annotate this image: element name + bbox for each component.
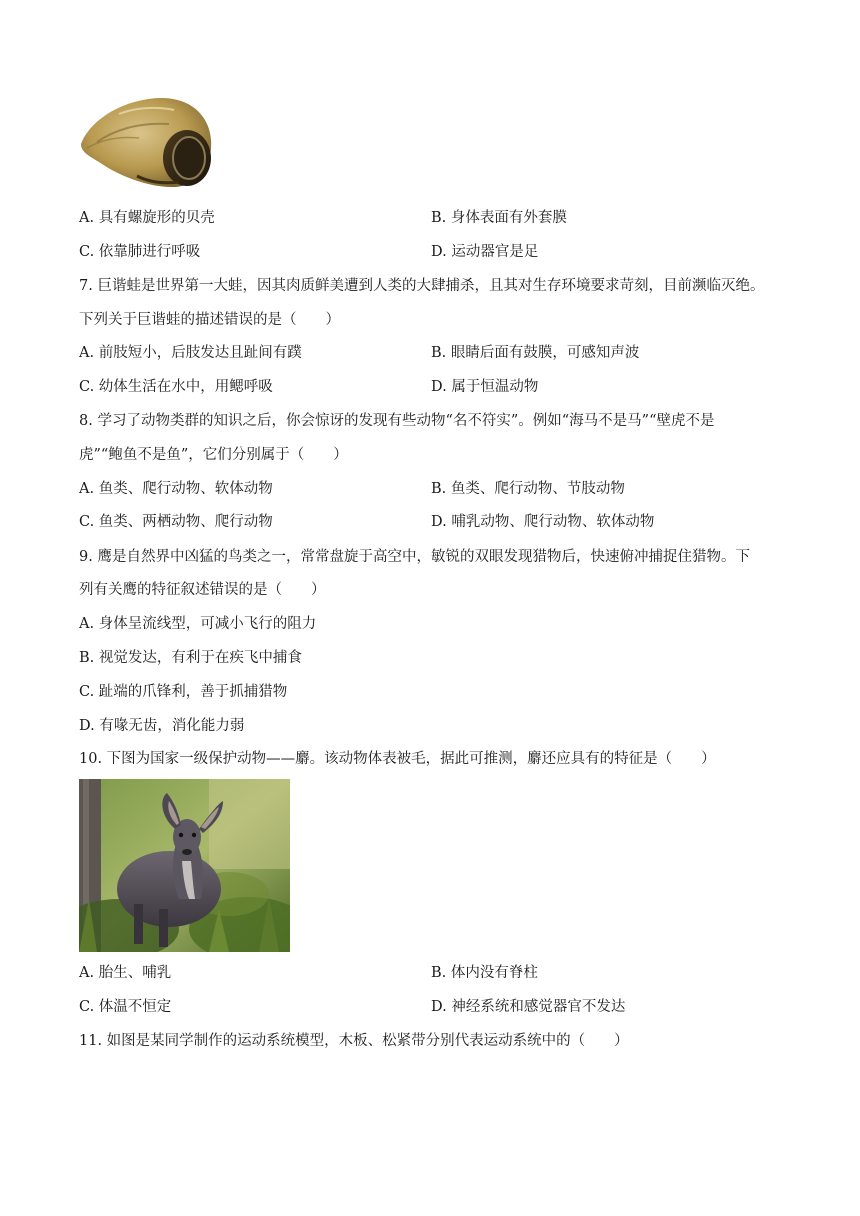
q8-option-d: D. 哺乳动物、爬行动物、软体动物 <box>431 514 655 530</box>
q8-option-a: A. 鱼类、爬行动物、软体动物 <box>79 481 273 497</box>
q10-option-b: B. 体内没有脊柱 <box>431 965 538 981</box>
q6-option-c: C. 依靠肺进行呼吸 <box>79 244 201 260</box>
q8-option-b: B. 鱼类、爬行动物、节肢动物 <box>431 481 625 497</box>
q6-option-b: B. 身体表面有外套膜 <box>431 210 567 226</box>
q8-stem-line2: 虎”“鲍鱼不是鱼”，它们分别属于（ ） <box>79 447 348 463</box>
q10-option-a: A. 胎生、哺乳 <box>79 965 172 981</box>
q6-option-a: A. 具有螺旋形的贝壳 <box>79 210 215 226</box>
q7-stem-line2: 下列关于巨谐蛙的描述错误的是（ ） <box>79 312 340 328</box>
snail-image <box>79 92 215 190</box>
q7-option-d: D. 属于恒温动物 <box>431 379 539 395</box>
q7-option-a: A. 前肢短小，后肢发达且趾间有蹼 <box>79 345 302 361</box>
q6-option-d: D. 运动器官是足 <box>431 244 539 260</box>
q9-stem-line2: 列有关鹰的特征叙述错误的是（ ） <box>79 582 326 598</box>
q11-stem-line1: 11. 如图是某同学制作的运动系统模型，木板、松紧带分别代表运动系统中的（ ） <box>79 1033 629 1049</box>
q7-option-c: C. 幼体生活在水中，用鳃呼吸 <box>79 379 273 395</box>
musk-deer-image <box>79 779 290 952</box>
q9-option-a: A. 身体呈流线型，可减小飞行的阻力 <box>79 616 317 632</box>
q9-option-b: B. 视觉发达，有利于在疾飞中捕食 <box>79 650 302 666</box>
q9-stem-line1: 9. 鹰是自然界中凶猛的鸟类之一，常常盘旋于高空中，敏锐的双眼发现猎物后，快速俯冲捕捉住猎物。下 <box>79 549 750 565</box>
q10-option-d: D. 神经系统和感觉器官不发达 <box>431 999 626 1015</box>
q8-stem-line1: 8. 学习了动物类群的知识之后，你会惊讶的发现有些动物“名不符实”。例如“海马不是马”“壁虎不是 <box>79 413 715 429</box>
q7-stem-line1: 7. 巨谐蛙是世界第一大蛙，因其肉质鲜美遭到人类的大肆捕杀，且其对生存环境要求苛刻，目前濒临灭绝。 <box>79 278 765 294</box>
q10-stem-line1: 10. 下图为国家一级保护动物——麝。该动物体表被毛，据此可推测，麝还应具有的特征是（ ） <box>79 751 716 767</box>
q9-option-d: D. 有喙无齿，消化能力弱 <box>79 718 245 734</box>
q10-option-c: C. 体温不恒定 <box>79 999 172 1015</box>
q7-option-b: B. 眼睛后面有鼓膜，可感知声波 <box>431 345 640 361</box>
q9-option-c: C. 趾端的爪锋利，善于抓捕猎物 <box>79 684 288 700</box>
q8-option-c: C. 鱼类、两栖动物、爬行动物 <box>79 514 273 530</box>
